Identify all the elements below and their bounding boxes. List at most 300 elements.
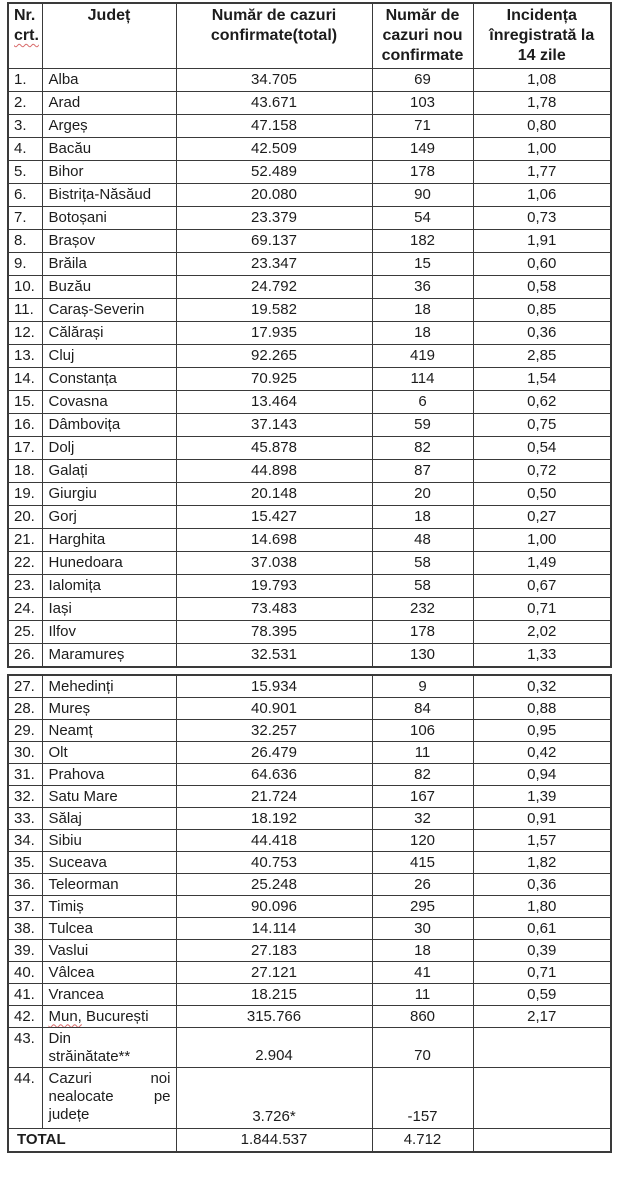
cell-nr: 8.: [8, 230, 42, 253]
table-row: [8, 161, 611, 184]
cell-total: 37.038: [176, 552, 372, 575]
cell-new: 11: [372, 742, 473, 764]
table-row: [8, 322, 611, 345]
judet-line: [49, 1030, 171, 1048]
header-line: Județ: [87, 7, 131, 24]
cell-new: 167: [372, 786, 473, 808]
cell-judet: Alba: [42, 69, 176, 92]
table-row: [8, 598, 611, 621]
cell-nr: 25.: [8, 621, 42, 644]
table-row: [8, 483, 611, 506]
cell-total: 20.148: [176, 483, 372, 506]
cell-incidence: 0,50: [473, 483, 611, 506]
cell-total: 14.114: [176, 918, 372, 940]
cell-incidence: 2,02: [473, 621, 611, 644]
cell-incidence: 0,71: [473, 962, 611, 984]
cell-incidence: 0,60: [473, 253, 611, 276]
cell-nr: 38.: [8, 918, 42, 940]
cell-total: 40.753: [176, 852, 372, 874]
cell-total: 27.121: [176, 962, 372, 984]
cell-total: 23.347: [176, 253, 372, 276]
cell-new: 120: [372, 830, 473, 852]
cell-nr: 34.: [8, 830, 42, 852]
cell-nr: 27.: [8, 675, 42, 698]
cell-total: 52.489: [176, 161, 372, 184]
cell-total: 37.143: [176, 414, 372, 437]
cell-new: 69: [372, 69, 473, 92]
cell-incidence: 0,73: [473, 207, 611, 230]
table-row: [8, 874, 611, 896]
cell-incidence: 1,57: [473, 830, 611, 852]
cell-nr: 39.: [8, 940, 42, 962]
cell-incidence: 0,67: [473, 575, 611, 598]
table-row: [8, 552, 611, 575]
table-row: [8, 437, 611, 460]
cell-new: 9: [372, 675, 473, 698]
header-line: Număr de: [385, 7, 460, 24]
cell-new: 90: [372, 184, 473, 207]
cell-incidence: 0,94: [473, 764, 611, 786]
table-row: [8, 115, 611, 138]
table-row: [8, 1068, 611, 1129]
cell-nr: 29.: [8, 720, 42, 742]
cell-total: 45.878: [176, 437, 372, 460]
cell-incidence: 0,72: [473, 460, 611, 483]
cell-judet: Timiș: [42, 896, 176, 918]
cell-nr: 44.: [8, 1068, 42, 1129]
table-row: [8, 529, 611, 552]
cell-nr: 15.: [8, 391, 42, 414]
header-total-cases: [176, 3, 372, 69]
judet-word: județe: [48, 1106, 90, 1123]
cell-total: 44.898: [176, 460, 372, 483]
cell-nr: 24.: [8, 598, 42, 621]
cell-new: 415: [372, 852, 473, 874]
cell-judet: Ilfov: [42, 621, 176, 644]
cell-incidence: 1,06: [473, 184, 611, 207]
spellcheck-underline: Mun,: [48, 1007, 82, 1025]
cell-nr: 6.: [8, 184, 42, 207]
cell-incidence: 0,36: [473, 322, 611, 345]
header-line: Incidența: [506, 7, 577, 24]
table-row: [8, 918, 611, 940]
cell-judet: Covasna: [42, 391, 176, 414]
cell-new: 20: [372, 483, 473, 506]
cell-new: 87: [372, 460, 473, 483]
table-row: [8, 230, 611, 253]
cell-incidence: 0,80: [473, 115, 611, 138]
table-row: [8, 299, 611, 322]
cell-nr: 22.: [8, 552, 42, 575]
cell-incidence: [473, 1068, 611, 1129]
table-row: [8, 207, 611, 230]
header-new-cases: [372, 3, 473, 69]
cell-total: 13.464: [176, 391, 372, 414]
cell-incidence: 0,59: [473, 984, 611, 1006]
cell-judet: Dâmbovița: [42, 414, 176, 437]
cell-judet: Buzău: [42, 276, 176, 299]
header-incidence: [473, 3, 611, 69]
cell-judet: Prahova: [42, 764, 176, 786]
cell-incidence: 1,78: [473, 92, 611, 115]
cell-total: 43.671: [176, 92, 372, 115]
cell-incidence: 1,91: [473, 230, 611, 253]
header-line: confirmate(total): [210, 27, 338, 44]
cell-judet: Iași: [42, 598, 176, 621]
cell-total: 18.192: [176, 808, 372, 830]
cell-judet: Mehedinți: [42, 675, 176, 698]
header-line: Nr.: [14, 7, 36, 24]
cell-new: 70: [372, 1028, 473, 1068]
cell-total: 17.935: [176, 322, 372, 345]
cell-new: 30: [372, 918, 473, 940]
header-line: 14 zile: [517, 47, 566, 64]
cell-judet: Bistrița-Năsăud: [42, 184, 176, 207]
cell-new: 58: [372, 575, 473, 598]
cell-nr: 21.: [8, 529, 42, 552]
cell-incidence: 0,36: [473, 874, 611, 896]
cell-total: 64.636: [176, 764, 372, 786]
cell-total: 90.096: [176, 896, 372, 918]
cell-judet: Mureș: [42, 698, 176, 720]
table-row: [8, 621, 611, 644]
table-row: [8, 391, 611, 414]
cell-new: -157: [372, 1068, 473, 1129]
cell-incidence: 0,91: [473, 808, 611, 830]
cell-nr: 17.: [8, 437, 42, 460]
cell-incidence: 0,27: [473, 506, 611, 529]
table-row: [8, 808, 611, 830]
table-row: [8, 92, 611, 115]
cell-total: 19.793: [176, 575, 372, 598]
cell-nr: 42.: [8, 1006, 42, 1028]
cell-new: 11: [372, 984, 473, 1006]
cell-total: 20.080: [176, 184, 372, 207]
table-row: [8, 764, 611, 786]
cell-total: 47.158: [176, 115, 372, 138]
cell-judet: Ialomița: [42, 575, 176, 598]
cell-new: 6: [372, 391, 473, 414]
table-row: [8, 675, 611, 698]
cell-incidence: 0,62: [473, 391, 611, 414]
judet-word: străinătate**: [48, 1048, 131, 1065]
cell-total: 78.395: [176, 621, 372, 644]
cell-new: 18: [372, 322, 473, 345]
cell-new: 182: [372, 230, 473, 253]
cell-nr: 23.: [8, 575, 42, 598]
table-row: [8, 940, 611, 962]
cell-nr: 40.: [8, 962, 42, 984]
cell-judet: Argeș: [42, 115, 176, 138]
header-line: confirmate: [381, 47, 464, 64]
cell-new: 103: [372, 92, 473, 115]
cell-nr: 28.: [8, 698, 42, 720]
judet-word: Din: [48, 1030, 72, 1047]
cell-judet: Vâlcea: [42, 962, 176, 984]
cell-judet: Constanța: [42, 368, 176, 391]
header-nr-crt: [8, 3, 42, 69]
cell-new: 82: [372, 764, 473, 786]
total-label: TOTAL: [8, 1129, 176, 1153]
table-row: [8, 414, 611, 437]
cell-new: 48: [372, 529, 473, 552]
cell-nr: 43.: [8, 1028, 42, 1068]
cell-judet: Mun, București: [42, 1006, 176, 1028]
cell-total: 32.257: [176, 720, 372, 742]
cell-incidence: 1,80: [473, 896, 611, 918]
header-line: înregistrată la: [489, 27, 595, 44]
total-row: [8, 1129, 611, 1153]
cell-total: 26.479: [176, 742, 372, 764]
total-incidence-value: [473, 1129, 611, 1153]
table-row: [8, 698, 611, 720]
table-row: [8, 184, 611, 207]
table-row: [8, 138, 611, 161]
table-row: [8, 852, 611, 874]
cell-incidence: 0,75: [473, 414, 611, 437]
cell-judet: Tulcea: [42, 918, 176, 940]
cell-incidence: 1,00: [473, 529, 611, 552]
cell-new: 41: [372, 962, 473, 984]
cell-judet: Dolj: [42, 437, 176, 460]
cell-new: 32: [372, 808, 473, 830]
table-row: [8, 984, 611, 1006]
cell-nr: 5.: [8, 161, 42, 184]
table-header: [8, 3, 611, 69]
cell-judet: Cluj: [42, 345, 176, 368]
cell-incidence: 2,17: [473, 1006, 611, 1028]
cell-nr: 32.: [8, 786, 42, 808]
cell-incidence: 0,42: [473, 742, 611, 764]
cell-total: 73.483: [176, 598, 372, 621]
cell-total: 23.379: [176, 207, 372, 230]
cell-incidence: 0,54: [473, 437, 611, 460]
cell-nr: 4.: [8, 138, 42, 161]
cell-new: 84: [372, 698, 473, 720]
judet-word: pe: [153, 1088, 171, 1105]
cell-new: 26: [372, 874, 473, 896]
cell-total: 32.531: [176, 644, 372, 668]
table-row: [8, 575, 611, 598]
cell-nr: 12.: [8, 322, 42, 345]
cell-total: 40.901: [176, 698, 372, 720]
cell-new: 178: [372, 621, 473, 644]
cell-new: 130: [372, 644, 473, 668]
table-row: [8, 962, 611, 984]
cell-new: 58: [372, 552, 473, 575]
cell-new: 82: [372, 437, 473, 460]
cell-judet: Bacău: [42, 138, 176, 161]
header-line: cazuri nou: [382, 27, 463, 44]
cell-new: 419: [372, 345, 473, 368]
table-row: [8, 1006, 611, 1028]
cell-total: 3.726*: [176, 1068, 372, 1129]
table-row: [8, 742, 611, 764]
cell-judet: Galați: [42, 460, 176, 483]
cell-incidence: 1,00: [473, 138, 611, 161]
table-row: [8, 786, 611, 808]
cell-incidence: 0,61: [473, 918, 611, 940]
cell-judet: Sibiu: [42, 830, 176, 852]
cell-incidence: 1,33: [473, 644, 611, 668]
cell-incidence: 0,32: [473, 675, 611, 698]
cell-new: 71: [372, 115, 473, 138]
total-new-cases-value: 4.712: [372, 1129, 473, 1153]
cell-nr: 37.: [8, 896, 42, 918]
table-row: [8, 720, 611, 742]
table-row: [8, 368, 611, 391]
cell-nr: 14.: [8, 368, 42, 391]
cell-judet: Suceava: [42, 852, 176, 874]
cell-new: 106: [372, 720, 473, 742]
cell-total: 2.904: [176, 1028, 372, 1068]
covid-cases-table-section-2: [7, 674, 612, 1153]
cell-judet: Botoșani: [42, 207, 176, 230]
cell-nr: 13.: [8, 345, 42, 368]
cell-new: 36: [372, 276, 473, 299]
cell-incidence: 1,82: [473, 852, 611, 874]
cell-judet: Olt: [42, 742, 176, 764]
cell-total: 42.509: [176, 138, 372, 161]
cell-nr: 9.: [8, 253, 42, 276]
cell-nr: 3.: [8, 115, 42, 138]
judet-word: nealocate: [48, 1088, 114, 1105]
cell-judet: [42, 1028, 176, 1068]
cell-total: 69.137: [176, 230, 372, 253]
cell-nr: 2.: [8, 92, 42, 115]
cell-judet: Brașov: [42, 230, 176, 253]
cell-incidence: 0,95: [473, 720, 611, 742]
cell-judet: Harghita: [42, 529, 176, 552]
table-row: [8, 896, 611, 918]
judet-line: [49, 1088, 171, 1106]
header-line: Număr de cazuri: [211, 7, 337, 24]
cell-judet: Arad: [42, 92, 176, 115]
cell-nr: 1.: [8, 69, 42, 92]
cell-judet: Sălaj: [42, 808, 176, 830]
cell-judet: Hunedoara: [42, 552, 176, 575]
table-row: [8, 644, 611, 668]
table-row: [8, 460, 611, 483]
table-row: [8, 506, 611, 529]
judet-word: Cazuri: [48, 1070, 92, 1087]
cell-nr: 41.: [8, 984, 42, 1006]
cell-incidence: 1,39: [473, 786, 611, 808]
spellcheck-underline: crt.: [14, 27, 39, 44]
judet-word: noi: [150, 1070, 171, 1087]
cell-total: 15.427: [176, 506, 372, 529]
judet-line: [49, 1048, 171, 1066]
table-row: [8, 345, 611, 368]
cell-total: 19.582: [176, 299, 372, 322]
cell-incidence: 1,49: [473, 552, 611, 575]
cell-nr: 26.: [8, 644, 42, 668]
cell-judet: Brăila: [42, 253, 176, 276]
cell-nr: 36.: [8, 874, 42, 896]
table-row: [8, 1028, 611, 1068]
cell-nr: 10.: [8, 276, 42, 299]
judet-line: [49, 1106, 171, 1124]
cell-new: 15: [372, 253, 473, 276]
cell-judet: Giurgiu: [42, 483, 176, 506]
cell-incidence: 0,88: [473, 698, 611, 720]
cell-nr: 35.: [8, 852, 42, 874]
header-line: [14, 26, 40, 46]
header-row: [8, 3, 611, 69]
cell-nr: 16.: [8, 414, 42, 437]
cell-nr: 31.: [8, 764, 42, 786]
covid-cases-table-section-1: [7, 2, 612, 668]
cell-incidence: 0,39: [473, 940, 611, 962]
table-row: [8, 276, 611, 299]
cell-total: 92.265: [176, 345, 372, 368]
cell-judet: Maramureș: [42, 644, 176, 668]
cell-total: 27.183: [176, 940, 372, 962]
cell-incidence: 0,58: [473, 276, 611, 299]
cell-total: 18.215: [176, 984, 372, 1006]
cell-incidence: 2,85: [473, 345, 611, 368]
cell-total: 70.925: [176, 368, 372, 391]
cell-new: 18: [372, 506, 473, 529]
cell-judet: Neamț: [42, 720, 176, 742]
cell-total: 34.705: [176, 69, 372, 92]
table-row: [8, 830, 611, 852]
cell-judet: Bihor: [42, 161, 176, 184]
cell-new: 232: [372, 598, 473, 621]
cell-new: 860: [372, 1006, 473, 1028]
cell-new: 18: [372, 299, 473, 322]
table-body-page-1: [8, 69, 611, 668]
cell-incidence: 0,85: [473, 299, 611, 322]
cell-incidence: 1,77: [473, 161, 611, 184]
cell-total: 14.698: [176, 529, 372, 552]
cell-judet: Călărași: [42, 322, 176, 345]
cell-new: 18: [372, 940, 473, 962]
judet-line: [49, 1070, 171, 1088]
cell-judet: Vrancea: [42, 984, 176, 1006]
cell-new: 114: [372, 368, 473, 391]
cell-judet: Gorj: [42, 506, 176, 529]
cell-new: 149: [372, 138, 473, 161]
cell-total: 44.418: [176, 830, 372, 852]
cell-nr: 19.: [8, 483, 42, 506]
cell-judet: Teleorman: [42, 874, 176, 896]
cell-nr: 30.: [8, 742, 42, 764]
table-row: [8, 69, 611, 92]
cell-incidence: 0,71: [473, 598, 611, 621]
cell-total: 21.724: [176, 786, 372, 808]
table-body-page-2: [8, 675, 611, 1152]
header-judet: [42, 3, 176, 69]
cell-nr: 20.: [8, 506, 42, 529]
cell-new: 59: [372, 414, 473, 437]
cell-nr: 7.: [8, 207, 42, 230]
cell-total: 25.248: [176, 874, 372, 896]
cell-total: 24.792: [176, 276, 372, 299]
cell-judet: Vaslui: [42, 940, 176, 962]
cell-incidence: [473, 1028, 611, 1068]
cell-nr: 18.: [8, 460, 42, 483]
cell-judet: Satu Mare: [42, 786, 176, 808]
table-row: [8, 253, 611, 276]
cell-incidence: 1,08: [473, 69, 611, 92]
cell-incidence: 1,54: [473, 368, 611, 391]
total-cases-value: 1.844.537: [176, 1129, 372, 1153]
cell-total: 15.934: [176, 675, 372, 698]
cell-new: 178: [372, 161, 473, 184]
cell-new: 295: [372, 896, 473, 918]
cell-total: 315.766: [176, 1006, 372, 1028]
